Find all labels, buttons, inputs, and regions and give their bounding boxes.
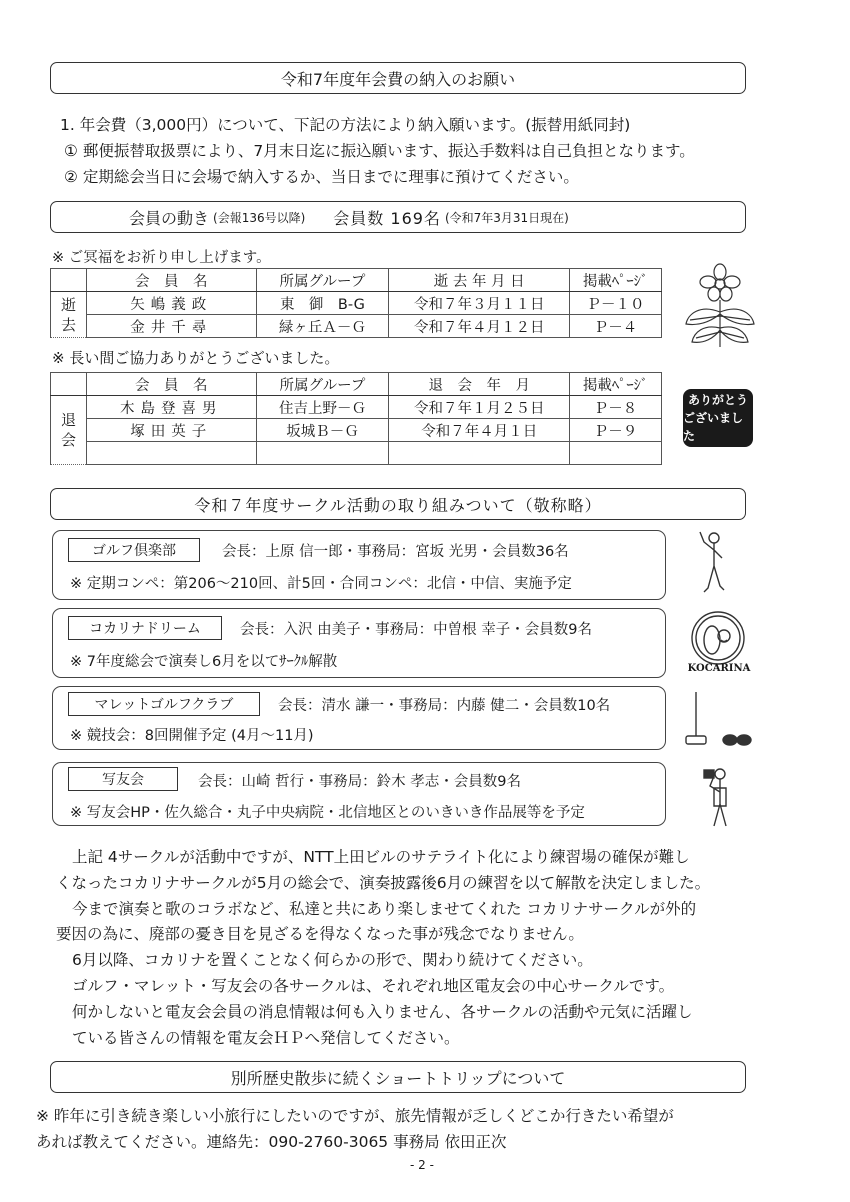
deceased-group-cell: 東 御 B-G [256,292,389,315]
kocarina-logo-text: KOCARINA [687,663,751,674]
table-row [51,396,662,419]
section-header-short-trip [50,1061,746,1093]
withdrawn-header-name: 会 員 名 [86,373,256,396]
withdrawn-page-cell: Ｐ－８ [570,396,662,419]
body-paragraph-line: くなったコカリナサークルが5月の総会で、演奏披露後6月の練習を以て解散を決定しました。 [56,874,711,892]
deceased-side-label-1: 逝 [60,295,76,314]
withdrawn-note: ※ 長い間ご協力ありがとうございました。 [52,349,340,367]
circle-info-golf: 会長：上原 信一郎・事務局：宮坂 光男・会員数36名 [222,544,569,560]
circle-tag-mallet: マレットゴルフクラブ [68,692,260,716]
withdrawn-header-date: 退 会 年 月 [389,373,570,396]
circle-info-mallet: 会長：清水 謙一・事務局：内藤 健二・会員数10名 [278,698,611,714]
body-paragraph-line: 今まで演奏と歌のコラボなど、私達と共にあり楽しませてくれた コカリナサークルが外的 [72,900,697,918]
deceased-header-page: 掲載ﾍﾟｰｼﾞ [570,269,662,292]
deceased-side-label [51,292,87,338]
short-trip-line-2: あれば教えてください。連絡先：090-2760-3065 事務局 依田正次 [36,1133,507,1151]
badge-line-1: ありがとう [687,393,748,407]
deceased-side-label-2: 去 [60,315,76,334]
deceased-header-name: 会 員 名 [86,269,256,292]
mallet-golf-icon [682,690,752,750]
withdrawn-header-page: 掲載ﾍﾟｰｼﾞ [570,373,662,396]
annual-fee-line-1: 1. 年会費（3,000円）について、下記の方法により納入願います。(振替用紙同封) [60,116,631,134]
annual-fee-line-2: ① 郵便振替取扱票により、7月末日迄に振込願います、振込手数料は自己負担となります。 [64,142,695,160]
deceased-table [50,268,662,338]
withdrawn-group-cell: 住吉上野－Ｇ [256,396,389,419]
circle-info-photo: 会長：山崎 哲行・事務局：鈴木 孝志・会員数9名 [198,774,521,790]
deceased-page-cell: Ｐ－４ [570,315,662,338]
circle-note-kocarina: ※ 7年度総会で演奏し6月を以てｻｰｸﾙ解散 [70,654,338,670]
deceased-page-cell: Ｐ－１０ [570,292,662,315]
table-row [51,419,662,442]
circle-note-golf: ※ 定期コンペ：第206～210回、計5回・合同コンペ：北信・中信、実施予定 [70,576,572,592]
body-paragraph-line: 上記 4サークルが活動中ですが、NTT上田ビルのサテライト化により練習場の確保が難し [72,848,690,866]
withdrawn-side-label [51,396,87,465]
annual-fee-line-3: ② 定期総会当日に会場で納入するか、当日までに理事に預けてください。 [64,168,579,186]
withdrawn-date-cell: 令和７年１月２５日 [389,396,570,419]
table-row [51,315,662,338]
thank-you-badge [683,389,753,447]
withdrawn-header-row [51,373,662,396]
circle-note-mallet: ※ 競技会：8回開催予定 (4月～11月) [70,728,314,744]
circle-tag-kocarina: コカリナドリーム [68,616,222,640]
withdrawn-table [50,372,662,465]
flower-illustration [680,262,760,352]
table-row [51,442,662,465]
withdrawn-header-group: 所属グループ [256,373,389,396]
deceased-group-cell: 緑ヶ丘Ａ－Ｇ [256,315,389,338]
withdrawn-date-cell: 令和７年４月１日 [389,419,570,442]
body-paragraph-line: 要因の為に、廃部の憂き目を見ざるを得なくなった事が残念でなりません。 [56,925,584,943]
body-paragraph-line: ている皆さんの情報を電友会ＨＰへ発信してください。 [72,1029,460,1047]
withdrawn-side-label-1: 退 [60,411,76,429]
deceased-header-group: 所属グループ [256,269,389,292]
body-paragraph-line: ゴルフ・マレット・写友会の各サークルは、それぞれ地区電友会の中心サークルです。 [72,977,675,995]
section-header-circles [50,488,746,520]
withdrawn-name-cell: 塚田英子 [86,419,256,442]
photographer-icon [700,762,736,832]
annual-fee-title: 令和7年度年会費の納入のお願い [280,69,516,89]
withdrawn-name-cell: 木島登喜男 [86,396,256,419]
short-trip-line-1: ※ 昨年に引き続き楽しい小旅行にしたいのですが、旅先情報が乏しくどこか行きたい希望が [36,1107,674,1125]
deceased-header-date: 逝 去 年 月 日 [389,269,570,292]
body-paragraph-line: 6月以降、コカリナを置くことなく何らかの形で、関わり続けてください。 [72,951,593,969]
table-row [51,292,662,315]
body-paragraph-line: 何かしないと電友会会員の消息情報は何も入りません、各サークルの活動や元気に活躍し [72,1003,693,1021]
section-header-member-activity [50,201,746,233]
deceased-date-cell: 令和７年４月１２日 [389,315,570,338]
circle-info-kocarina: 会長：入沢 由美子・事務局：中曽根 幸子・会員数9名 [240,622,592,638]
circle-tag-golf: ゴルフ倶楽部 [68,538,200,562]
deceased-note: ※ ご冥福をお祈り申し上げます。 [52,250,271,266]
page-number: - 2 - [410,1158,434,1172]
withdrawn-side-label-2: 会 [60,431,76,449]
circles-title: 令和７年度サークル活動の取り組みついて（敬称略） [194,495,602,515]
member-count-date: (令和7年3月31日現在) [444,210,569,225]
badge-line-2: ございました [683,411,744,443]
golfer-icon [696,528,732,598]
deceased-date-cell: 令和７年３月１１日 [389,292,570,315]
deceased-name-cell: 矢嶋義政 [86,292,256,315]
short-trip-title: 別所歴史散歩に続くショートトリップについて [230,1068,566,1088]
withdrawn-page-cell: Ｐ－９ [570,419,662,442]
member-activity-title: 会員の動き [129,208,210,228]
kocarina-logo-icon [690,610,746,666]
circle-tag-photo: 写友会 [68,767,178,791]
circle-note-photo: ※ 写友会HP・佐久総合・丸子中央病院・北信地区とのいきいき作品展等を予定 [70,805,585,821]
deceased-header-row [51,269,662,292]
deceased-name-cell: 金井千尋 [86,315,256,338]
member-count: 会員数 169名 [333,208,441,228]
member-activity-note: (会報136号以降) [213,210,306,225]
section-header-annual-fee [50,62,746,94]
withdrawn-group-cell: 坂城Ｂ－Ｇ [256,419,389,442]
